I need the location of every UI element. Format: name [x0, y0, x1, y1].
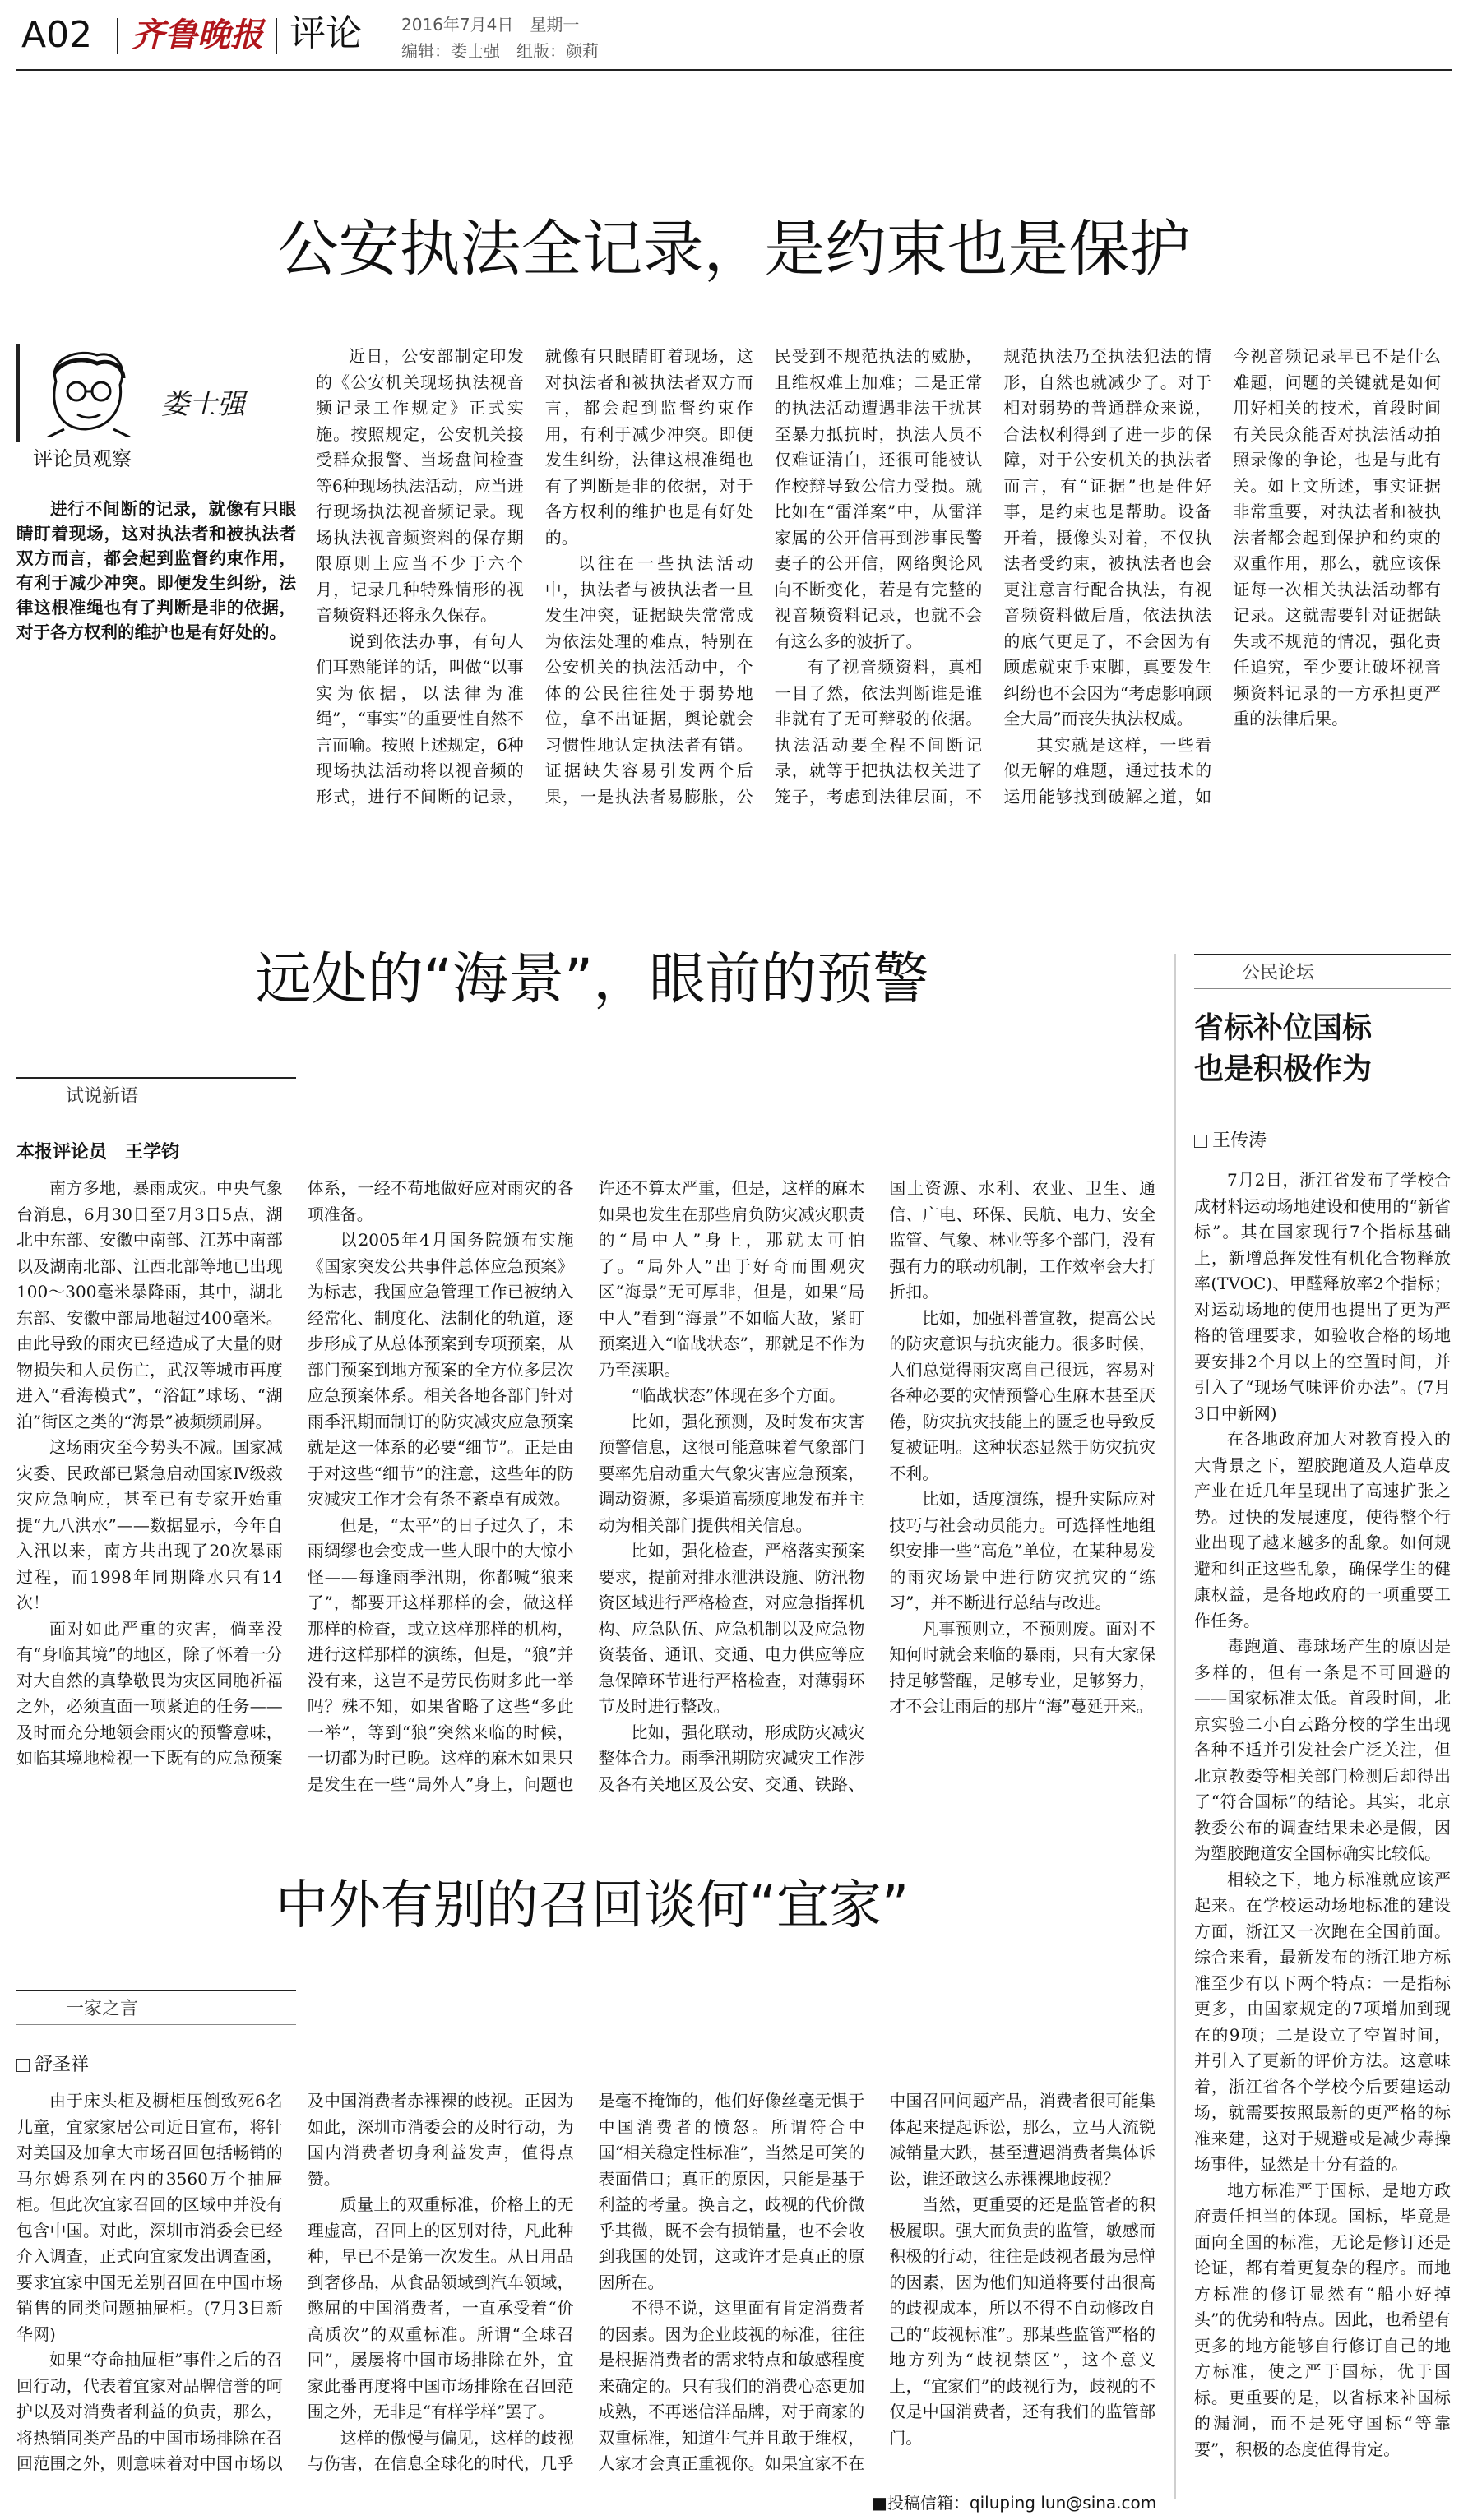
- paragraph: 有了视音频资料，真相一目了然，依法判断谁是谁非就有了无可辩驳的依据。执法活动要全程不间断记录，就等于把执法权关进了笼子，考虑到法律层面，不规范执法乃至执法犯法的情形，自然也就减少了。对于相对弱势的普通群众来说，合法权利得到了进一步的保障，对于公安机关的执法者而言，有“证据”也是件好事，是约束也是帮助。设备开着，摄像头对着，不仅执法者受约束，被执法者也会更注意言行配合执法，有视音频资料做后盾，依法执法的底气更足了，不会因为有顾虑就束手束脚，真要发生纠纷也不会因为“考虑影响顾全大局”而丧失执法权威。: [774, 346, 1212, 807]
- column-label: 评论员观察: [33, 447, 132, 470]
- paragraph: 凡事预则立，不预则废。面对不知何时就会来临的暴雨，只有大家保持足够警醒，足够专业，足够努力，才不会让雨后的那片“海”蔓延开来。: [889, 1618, 1155, 1716]
- columnist-signature: 娄士强: [161, 388, 245, 421]
- column-label-box: [16, 344, 296, 474]
- paragraph: 质量上的双重标准，价格上的无理虚高，召回上的区别对待，凡此种种，早已不是第一次发生。从日用品到奢侈品，从食品领域到汽车领域，憋屈的中国消费者，一直承受着“价高质次”的双重标准。所谓“全球召回”，屡屡将中国市场排除在外，宜家此番再度将中国市场排除在召回范围之外，无非是“有样学样”罢了。: [307, 2194, 574, 2421]
- header-divider: [117, 18, 118, 54]
- sidebar-title-line: 也是积极作为: [1194, 1052, 1373, 1086]
- sidebar-body: [1194, 1168, 1451, 2491]
- section-name: 评论: [289, 12, 362, 54]
- paragraph: 相较之下，地方标准就应该严起来。在学校运动场地标准的建设方面，浙江又一次跑在全国前面。综合来看，最新发布的浙江地方标准至少有以下两个特点：一是指标更多，由国家规定的7项增加到现在的9项；二是设立了空置时间，并引入了更新的评价方法。这意味着，浙江省各个学校今后要建运动场，就需要按照最新的更严格的标准来建，这对于规避或是减少毒操场事件，显然是十分有益的。: [1194, 1869, 1451, 2174]
- paragraph: 但是，“太平”的日子过久了，未雨绸缪也会变成一些人眼中的大惊小怪——每逢雨季汛期，你都喊“狼来了”，都要开这样那样的会，做这样那样的检查，或立这样那样的机构，进行这样那样的演练，但是，“狼”并没有来，这岂不是劳民伤财多此一举吗？殊不知，如果省略了这些“多此一举”，等到“狼”突然来临的时候，一切都为时已晚。这样的麻木如果只是发生在一些“局外人”身上，问题也许还不算太严重，但是，这样的麻木如果也发生在那些肩负防灾减灾职责的“局中人”身上，那就太可怕了。“局外人”出于好奇而围观灾区“海景”无可厚非，但是，如果“局中人”看到“海景”不如临大敌，紧盯预案进入“临战状态”，那就是不作为乃至渎职。: [307, 1178, 865, 1794]
- header-rule: [16, 69, 1452, 71]
- paragraph: 说到依法办事，有句人们耳熟能详的话，叫做“以事实为依据，以法律为准绳”，“事实”的重要性自然不言而喻。按照上述规定，6种现场执法活动将以视音频的形式，进行不间断的记录，就像有只眼睛盯着现场，这对执法者和被执法者双方而言，都会起到监督约束作用，有利于减少冲突。即便发生纠纷，法律这根准绳也有了判断是非的依据，对于各方权利的维护也是有好处的。: [316, 346, 753, 807]
- byline: [16, 2051, 89, 2076]
- article-title: 远处的“海景”，眼前的预警: [255, 947, 929, 1012]
- contact-email[interactable]: ■投稿信箱：qiluping lun@sina.com: [872, 2490, 1163, 2513]
- paragraph: 由于床头柜及橱柜压倒致死6名儿童，宜家家居公司近日宣布，将针对美国及加拿大市场召回包括畅销的马尔姆系列在内的3560万个抽屉柜。但此次宜家召回的区域中并没有包含中国。对此，深圳市消委会已经介入调查，正式向宜家发出调查函，要求宜家中国无差别召回在中国市场销售的同类问题抽屉柜。(7月3日新华网): [16, 2091, 283, 2344]
- byline-name: 舒圣祥: [35, 2055, 90, 2075]
- editors: 编辑：娄士强 组版：颜莉: [401, 41, 599, 61]
- paragraph: 7月2日，浙江省发布了学校合成材料运动场地建设和使用的“新省标”。其在国家现行7个指标基础上，新增总挥发性有机化合物释放率(TVOC)、甲醛释放率2个指标；对运动场地的使用也提出了更为严格的管理要求，如验收合格的场地要安排2个月以上的空置时间，并引入了“现场气味评价办法”。(7月3日中新网): [1194, 1170, 1451, 1423]
- article-body: [316, 344, 1441, 858]
- lead-text: 进行不间断的记录，就像有只眼睛盯着现场，这对执法者和被执法者双方而言，都会起到监督约束作用，有利于减少冲突。即便发生纠纷，法律这根准绳也有了判断是非的依据，对于各方权利的维护也是有好处的。: [16, 499, 296, 642]
- page-number: A02: [21, 14, 93, 56]
- sidebar-title: [1194, 1008, 1372, 1090]
- column-label: 一家之言: [66, 1999, 139, 2019]
- byline: 本报评论员 王学钧: [16, 1142, 180, 1163]
- article-body: [16, 2088, 1155, 2491]
- byline-marker-icon: [1194, 1135, 1207, 1148]
- paragraph: 其实就是这样，一些看似无解的难题，通过技术的运用能够找到破解之道，如今视音频记录早已不是什么难题，问题的关键就是如何用好相关的技术，首段时间有关民众能否对执法活动拍照录像的争论，也是与此有关。如上文所述，事实证据非常重要，对执法者和被执法者都会起到保护和约束的双重作用，那么，就应该保证每一次相关执法活动都有记录。这就需要针对证据缺失或不规范的情况，强化责任追究，至少要让破坏视音频资料记录的一方承担更严重的法律后果。: [1003, 346, 1441, 807]
- paragraph: 不得不说，这里面有肯定消费者的因素。因为企业歧视的标准，往往是根据消费者的需求特点和敏感程度来确定的。只有我们的消费心态更加成熟，不再迷信洋品牌，对于商家的双重标准，知道生气并且敢于维权，人家才会真正重视你。如果宜家不在中国召回问题产品，消费者很可能集体起来提起诉讼，那么，立马人流锐减销量大跌，甚至遭遇消费者集体诉讼，谁还敢这么赤裸裸地歧视？: [598, 2091, 1155, 2473]
- paragraph: 面对如此严重的灾害，倘幸没有“身临其境”的地区，除了怀着一分对大自然的真挚敬畏为灾区同胞祈福之外，必须直面一项紧迫的任务——及时而充分地领会雨灾的预警意味，如临其境地检视一下既有的应急预案体系，一经不苟地做好应对雨灾的各项准备。: [16, 1178, 574, 1768]
- columnist-portrait-icon: [31, 349, 138, 437]
- column-label: 公民论坛: [1242, 963, 1315, 983]
- paragraph: 近日，公安部制定印发的《公安机关现场执法视音频记录工作规定》正式实施。按照规定，公安机关接受群众报警、当场盘问检查等6种现场执法活动，应当进行现场执法视音频记录。现场执法视音频资料的保存期限原则上应当不少于六个月，记录几种特殊情形的视音频资料还将永久保存。: [316, 346, 524, 625]
- paragraph: 在各地政府加大对教育投入的大背景之下，塑胶跑道及人造草皮产业在近几年呈现出了高速扩张之势。过快的发展速度，使得整个行业出现了越来越多的乱象。如何规避和纠正这些乱象，确保学生的健康权益，是各地政府的一项重要工作任务。: [1194, 1429, 1451, 1630]
- paragraph: 比如，强化联动，形成防灾减灾整体合力。雨季汛期防灾减灾工作涉及各有关地区及公安、交通、铁路、国土资源、水利、农业、卫生、通信、广电、环保、民航、电力、安全监管、气象、林业等多个部门，没有强有力的联动机制，工作效率会大打折扣。: [598, 1178, 1155, 1794]
- article-title: 公安执法全记录，是约束也是保护: [277, 214, 1191, 284]
- paragraph: 比如，强化检查，严格落实预案要求，提前对排水泄洪设施、防汛物资区域进行严格检查，对应急指挥机构、应急队伍、应急机制以及应急物资装备、通讯、交通、电力供应等应急保障环节进行严格检查，对薄弱环节及时进行整改。: [598, 1541, 865, 1716]
- header-divider: [276, 18, 277, 54]
- byline-marker-icon: [16, 2059, 30, 2072]
- paragraph: 比如，强化预测，及时发布灾害预警信息，这很可能意味着气象部门要率先启动重大气象灾害应急预案，调动资源，多渠道高频度地发布并主动为相关部门提供相关信息。: [598, 1411, 865, 1535]
- section-rule: [1194, 954, 1451, 955]
- section-rule: [16, 1990, 296, 1991]
- section-rule: [16, 1077, 296, 1079]
- paragraph: 这样的傲慢与偏见，这样的歧视与伤害，在信息全球化的时代，几乎是毫不掩饰的，他们好像丝毫无惧于中国消费者的愤怒。所谓符合中国“相关稳定性标准”，当然是可笑的表面借口；真正的原因，只能是基于利益的考量。换言之，歧视的代价微乎其微，既不会有损销量，也不会收到我国的处罚，这或许才是真正的原因所在。: [307, 2091, 865, 2473]
- byline: [1194, 1126, 1267, 1152]
- paragraph: 毒跑道、毒球场产生的原因是多样的，但有一条是不可回避的——国家标准太低。首段时间，北京实验二小白云路分校的学生出现各种不适并引发社会广泛关注，但北京教委等相关部门检测后却得出了“符合国标”的结论。其实，北京教委公布的调查结果未必是假，因为塑胶跑道安全国标确实比较低。: [1194, 1636, 1451, 1863]
- paragraph: 地方标准严于国标，是地方政府责任担当的体现。国标，毕竟是面向全国的标准，无论是修订还是论证，都有着更复杂的程序。而地方标准的修订显然有“船小好掉头”的优势和特点。因此，也希望有更多的地方能够自行修订自己的地方标准，使之严于国标，优于国标。更重要的是，以省标来补国标的漏洞，而不是死守国标“等靠要”，积极的态度值得肯定。: [1194, 2180, 1451, 2459]
- article-title: 中外有别的召回谈何“宜家”: [275, 1875, 910, 1936]
- newspaper-logo: 齐鲁晚报: [132, 16, 263, 54]
- issue-date: 2016年7月4日 星期一: [401, 15, 580, 35]
- paragraph: 以往在一些执法活动中，执法者与被执法者一旦发生冲突，证据缺失常常成为依法处理的难点，特别在公安机关的执法活动中，个体的公民往往处于弱势地位，拿不出证据，舆论就会习惯性地认定执法者有错。证据缺失容易引发两个后果，一是执法者易膨胀，公民受到不规范执法的威胁，且维权难上加难；二是正常的执法活动遭遇非法干扰甚至暴力抵抗时，执法人员不仅难证清白，还很可能被认作校辩导致公信力受损。就比如在“雷洋案”中，从雷洋家属的公开信再到涉事民警妻子的公开信，网络舆论风向不断变化，若是有完整的视音频资料记录，也就不会有这么多的波折了。: [544, 346, 983, 807]
- paragraph: 当然，更重要的还是监管者的积极履职。强大而负责的监管，敏感而积极的行动，往往是歧视者最为忌惮的因素，因为他们知道将要付出很高的歧视成本，所以不得不自动修改自己的“歧视标准”。那某些监管严格的地方列为“歧视禁区”，这个意义上，“宜家们”的歧视行为，歧视的不仅是中国消费者，还有我们的监管部门。: [889, 2194, 1155, 2448]
- column-label: 试说新语: [66, 1086, 139, 1107]
- section-rule: [16, 2024, 296, 2025]
- paragraph: 这场雨灾至今势头不减。国家减灾委、民政部已紧急启动国家Ⅳ级救灾应急响应，甚至已有专家开始重提“九八洪水”——数据显示，今年自入汛以来，南方共出现了20次暴雨过程，而1998年同期降水只有14次！: [16, 1437, 283, 1612]
- paragraph: “临战状态”体现在多个方面。: [631, 1385, 845, 1405]
- paragraph: 南方多地，暴雨成灾。中央气象台消息，6月30日至7月3日5点，湖北中东部、安徽中南部、江苏中南部以及湖南北部、江西北部等地已出现100～300毫米暴降雨，其中，湖北东部、安徽中部局地超过400毫米。由此导致的雨灾已经造成了大量的财物损失和人员伤亡，武汉等城市再度进入“看海模式”，“浴缸”球场、“湖泊”街区之类的“海景”被频频刷屏。: [16, 1178, 283, 1431]
- sidebar-divider: [1174, 954, 1176, 2499]
- paragraph: 如果“夺命抽屉柜”事件之后的召回行动，代表着宜家对品牌信誉的呵护以及对消费者利益的负责，那么，将热销同类产品的中国市场排除在召回范围之外，则意味着对中国市场以及中国消费者赤裸裸的歧视。正因为如此，深圳市消委会的及时行动，为国内消费者切身利益发声，值得点赞。: [16, 2091, 574, 2473]
- paragraph: 以2005年4月国务院颁布实施《国家突发公共事件总体应急预案》为标志，我国应急管理工作已被纳入经常化、制度化、法制化的轨道，逐步形成了从总体预案到专项预案，从部门预案到地方预案的全方位多层次应急预案体系。相关各地各部门针对雨季汛期而制订的防灾减灾应急预案就是这一体系的必要“细节”。正是由于对这些“细节”的注意，这些年的防灾减灾工作才会有条不紊卓有成效。: [307, 1230, 574, 1509]
- paragraph: 比如，加强科普宣教，提高公民的防灾意识与抗灾能力。很多时候，人们总觉得雨灾离自己很远，容易对各种必要的灾情预警心生麻木甚至厌倦，防灾抗灾技能上的匮乏也导致反复被证明。这种状态显然于防灾抗灾不利。: [889, 1307, 1155, 1483]
- byline-name: 王传涛: [1212, 1131, 1267, 1151]
- section-rule: [1194, 988, 1451, 989]
- sidebar-title-line: 省标补位国标: [1194, 1011, 1373, 1045]
- label-box-rule: [16, 344, 20, 442]
- article-lead: [16, 497, 296, 645]
- paragraph: 比如，适度演练，提升实际应对技巧与社会动员能力。可选择性地组织安排一些“高危”单位，在某种易发的雨灾场景中进行防灾抗灾的“练习”，并不断进行总结与改进。: [889, 1489, 1155, 1612]
